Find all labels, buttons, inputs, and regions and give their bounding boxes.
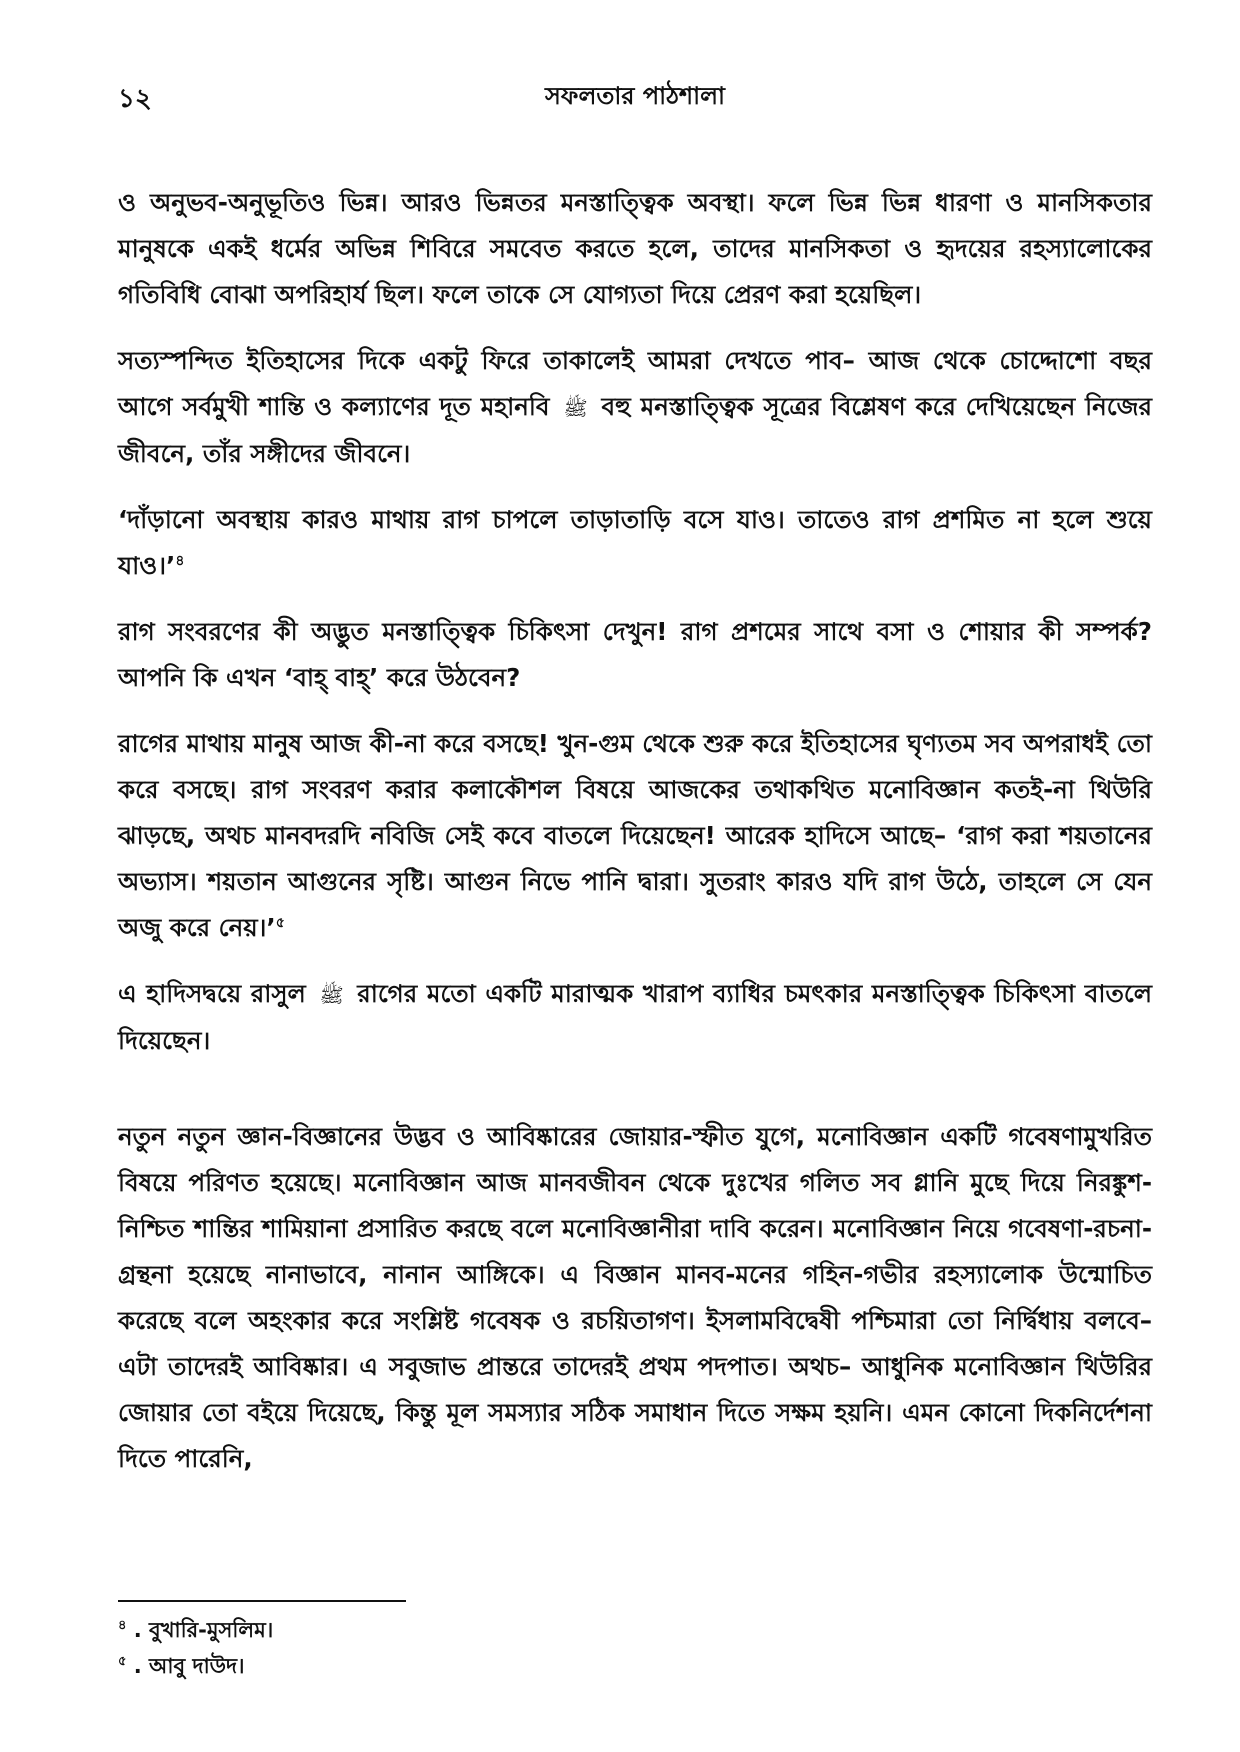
footnotes: [118, 1600, 1152, 1684]
paragraph-6-text-a: এ হাদিসদ্বয়ে রাসুল: [118, 979, 306, 1008]
paragraph-6-text-b: রাগের মতো একটি মারাত্মক খারাপ ব্যাধির চমৎকার মনস্তাত্ত্বিক চিকিৎসা বাতলে দিয়েছেন।: [118, 979, 1152, 1055]
paragraph-5: [118, 721, 1152, 951]
body-text: [118, 180, 1152, 1502]
footnote-mark: ৪: [118, 1618, 127, 1633]
footnote-ref-5[interactable]: ৫: [275, 914, 285, 931]
footnote-mark: ৫: [118, 1654, 127, 1669]
paragraph-2-text-b: বহু মনস্তাত্ত্বিক সূত্রের বিশ্লেষণ করে দেখিয়েছেন নিজের জীবনে, তাঁর সঙ্গীদের জীবনে।: [118, 392, 1153, 468]
footnote-4: [118, 1612, 1152, 1648]
footnote-5: [118, 1648, 1152, 1684]
footnote-text: . আবু দাউদ।: [133, 1654, 245, 1678]
salawat-icon: ﷺ: [319, 983, 344, 1007]
paragraph-2-text-a: সত্যস্পন্দিত ইতিহাসের দিকে একটু ফিরে তাকালেই আমরা দেখতে পাব– আজ থেকে চোদ্দোশো বছর আগে সর্বমুখী শান্তি ও কল্যাণের দূত মহানবি: [118, 346, 1152, 421]
salawat-icon: ﷺ: [563, 396, 588, 420]
paragraph-2: [118, 338, 1152, 477]
paragraph-5-text: রাগের মাথায় মানুষ আজ কী-না করে বসছে! খুন-গুম থেকে শুরু করে ইতিহাসের ঘৃণ্যতম সব অপরাধই তো করে বসছে। রাগ সংবরণ করার কলাকৌশল বিষয়ে আজকের তথাকথিত মনোবিজ্ঞান কতই-না থিউরি ঝাড়ছে, অথচ মানবদরদি নবিজি সেই কবে বাতলে দিয়েছেন! আরেক হাদিসে আছে– ‘রাগ করা শয়তানের অভ্যাস। শয়তান আগুনের সৃষ্টি। আগুন নিভে পানি দ্বারা। সুতরাং কারও যদি রাগ উঠে, তাহলে সে যেন অজু করে নেয়।’: [118, 729, 1152, 942]
running-title: সফলতার পাঠশালা: [545, 82, 725, 110]
page-header: [118, 78, 1152, 118]
paragraph-6: [118, 971, 1152, 1064]
paragraph-1: ও অনুভব-অনুভূতিও ভিন্ন। আরও ভিন্নতর মনস্তাত্ত্বিক অবস্থা। ফলে ভিন্ন ভিন্ন ধারণা ও মানসিকতার মানুষকে একই ধর্মের অভিন্ন শিবিরে সমবেত করতে হলে, তাদের মানসিকতা ও হৃদয়ের রহস্যালোকের গতিবিধি বোঝা অপরিহার্য ছিল। ফলে তাকে সে যোগ্যতা দিয়ে প্রেরণ করা হয়েছিল।: [118, 188, 1152, 309]
footnote-divider: [118, 1600, 406, 1602]
footnote-ref-4[interactable]: ৪: [175, 552, 185, 569]
footnote-text: . বুখারি-মুসলিম।: [133, 1618, 274, 1642]
paragraph-3-text: ‘দাঁড়ানো অবস্থায় কারও মাথায় রাগ চাপলে তাড়াতাড়ি বসে যাও। তাতেও রাগ প্রশমিত না হলে শুয়ে যাও।’: [118, 505, 1152, 580]
paragraph-4: রাগ সংবরণের কী অদ্ভুত মনস্তাত্ত্বিক চিকিৎসা দেখুন! রাগ প্রশমের সাথে বসা ও শোয়ার কী সম্পর্ক? আপনি কি এখন ‘বাহ্ বাহ্’ করে উঠবেন?: [118, 617, 1152, 692]
page-number: ১২: [118, 84, 152, 114]
paragraph-3-quote: [118, 497, 1152, 589]
paragraph-7: নতুন নতুন জ্ঞান-বিজ্ঞানের উদ্ভব ও আবিষ্কারের জোয়ার-স্ফীত যুগে, মনোবিজ্ঞান একটি গবেষণামুখরিত বিষয়ে পরিণত হয়েছে। মনোবিজ্ঞান আজ মানবজীবন থেকে দুঃখের গলিত সব গ্লানি মুছে দিয়ে নিরঙ্কুশ-নিশ্চিত শান্তির শামিয়ানা প্রসারিত করছে বলে মনোবিজ্ঞানীরা দাবি করেন। মনোবিজ্ঞান নিয়ে গবেষণা-রচনা-গ্রন্থনা হয়েছে নানাভাবে, নানান আঙ্গিকে। এ বিজ্ঞান মানব-মনের গহিন-গভীর রহস্যালোক উন্মোচিত করেছে বলে অহংকার করে সংশ্লিষ্ট গবেষক ও রচয়িতাগণ। ইসলামবিদ্বেষী পশ্চিমারা তো নির্দ্বিধায় বলবে– এটা তাদেরই আবিষ্কার। এ সবুজাভ প্রান্তরে তাদেরই প্রথম পদপাত। অথচ– আধুনিক মনোবিজ্ঞান থিউরির জোয়ার তো বইয়ে দিয়েছে, কিন্তু মূল সমস্যার সঠিক সমাধান দিতে সক্ষম হয়নি। এমন কোনো দিকনির্দেশনা দিতে পারেনি,: [118, 1122, 1152, 1473]
